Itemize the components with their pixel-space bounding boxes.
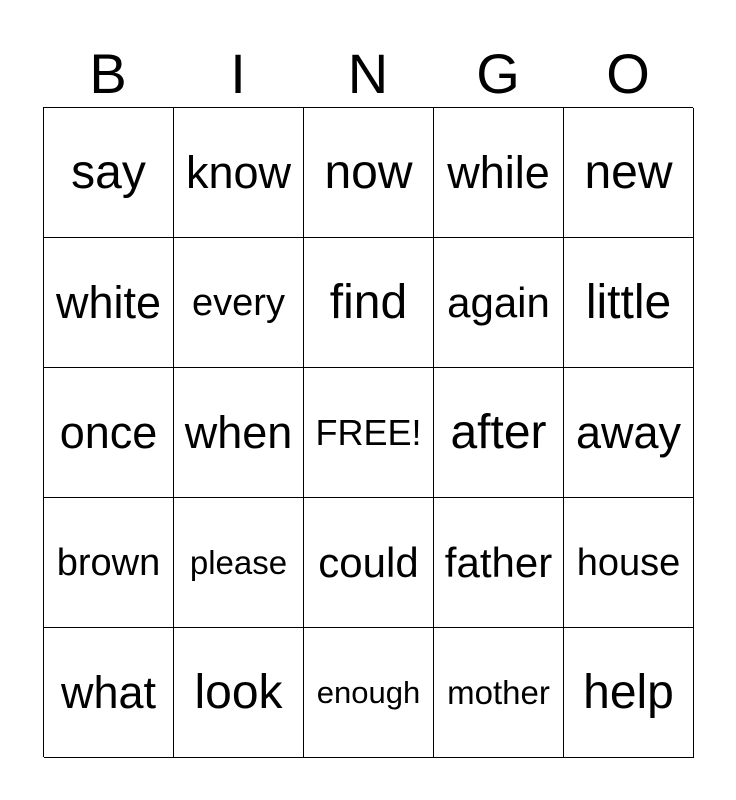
bingo-cell[interactable] <box>174 498 304 628</box>
cell-word: now <box>324 145 413 199</box>
bingo-cell[interactable] <box>304 498 434 628</box>
cell-word: house <box>576 541 681 584</box>
header-letter-o: O <box>606 42 650 105</box>
bingo-cell[interactable] <box>304 108 434 238</box>
bingo-cell[interactable] <box>434 498 564 628</box>
bingo-cell[interactable] <box>564 628 694 758</box>
cell-word: when <box>184 407 293 458</box>
header-letter-b: B <box>89 42 127 105</box>
cell-word: after <box>450 405 547 459</box>
cell-word: look <box>194 665 283 719</box>
bingo-cell[interactable] <box>174 238 304 368</box>
free-space-label: FREE! <box>315 411 422 453</box>
bingo-cell[interactable] <box>304 628 434 758</box>
cell-word: know <box>185 147 292 198</box>
cell-word: what <box>60 667 157 718</box>
bingo-cell[interactable] <box>564 368 694 498</box>
cell-word: white <box>55 277 162 328</box>
bingo-cell[interactable] <box>564 108 694 238</box>
bingo-cell[interactable] <box>434 238 564 368</box>
bingo-header <box>43 42 693 106</box>
bingo-card-grid <box>43 107 693 757</box>
cell-word: again <box>447 278 550 326</box>
bingo-cell[interactable] <box>44 628 174 758</box>
cell-word: new <box>584 145 673 199</box>
bingo-cell[interactable] <box>564 498 694 628</box>
cell-word: father <box>444 538 553 586</box>
cell-word: brown <box>56 541 161 584</box>
bingo-cell[interactable] <box>434 628 564 758</box>
free-space-cell[interactable] <box>304 368 434 498</box>
cell-word: once <box>59 407 158 458</box>
cell-word: say <box>71 145 146 199</box>
bingo-cell[interactable] <box>174 628 304 758</box>
header-letter-n: N <box>347 42 389 105</box>
cell-word: please <box>189 544 288 581</box>
bingo-cell[interactable] <box>174 368 304 498</box>
bingo-cell[interactable] <box>434 108 564 238</box>
bingo-cell[interactable] <box>434 368 564 498</box>
cell-word: could <box>318 538 419 586</box>
bingo-cell[interactable] <box>304 238 434 368</box>
cell-word: little <box>585 275 672 329</box>
cell-word: every <box>192 281 285 324</box>
bingo-cell[interactable] <box>44 368 174 498</box>
header-letter-g: G <box>476 42 520 105</box>
cell-word: away <box>575 407 682 458</box>
bingo-cell[interactable] <box>44 498 174 628</box>
bingo-cell[interactable] <box>44 238 174 368</box>
cell-word: find <box>329 275 408 329</box>
bingo-cell[interactable] <box>174 108 304 238</box>
cell-word: while <box>447 147 550 198</box>
bingo-cell[interactable] <box>44 108 174 238</box>
cell-word: mother <box>447 674 550 711</box>
cell-word: help <box>583 665 674 719</box>
header-letter-i: I <box>230 42 246 105</box>
bingo-cell[interactable] <box>564 238 694 368</box>
cell-word: enough <box>316 675 421 710</box>
